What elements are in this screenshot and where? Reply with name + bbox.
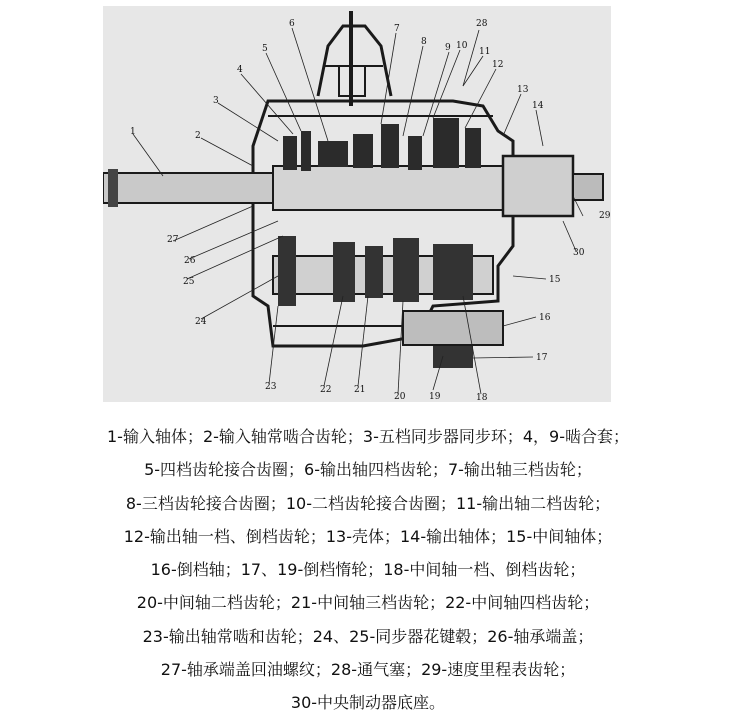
caption-line-7: 23-输出轴常啮和齿轮；24、25-同步器花键毂；26-轴承端盖； (142, 626, 594, 646)
callout-24: 24 (195, 317, 207, 327)
callout-27: 27 (167, 235, 179, 245)
callout-28: 28 (476, 19, 488, 29)
callout-20: 20 (394, 392, 406, 402)
caption-line-9: 30-中央制动器底座。 (290, 693, 446, 713)
callout-25: 25 (183, 277, 195, 287)
callout-26: 26 (184, 256, 196, 266)
callout-7: 7 (394, 24, 400, 34)
callout-8: 8 (421, 37, 427, 47)
caption-line-6: 20-中间轴二档齿轮；21-中间轴三档齿轮；22-中间轴四档齿轮； (136, 593, 600, 613)
callout-2: 2 (195, 131, 201, 141)
callout-9: 9 (445, 43, 451, 53)
gearbox-diagram (103, 6, 611, 402)
caption-line-2: 5-四档齿轮接合齿圈；6-输出轴四档齿轮；7-输出轴三档齿轮； (144, 460, 592, 480)
callout-21: 21 (354, 385, 366, 395)
reverse-idler (403, 311, 503, 368)
callout-29: 29 (599, 211, 611, 221)
callout-18: 18 (476, 393, 488, 402)
figure-caption (0, 420, 736, 720)
caption-line-4: 12-输出轴一档、倒档齿轮；13-壳体；14-输出轴体；15-中间轴体； (123, 526, 613, 546)
callout-5: 5 (262, 44, 268, 54)
callout-4: 4 (237, 65, 243, 75)
caption-line-8: 27-轴承端盖回油螺纹；28-通气塞；29-速度里程表齿轮； (160, 660, 576, 680)
caption-line-3: 8-三档齿轮接合齿圈；10-二档齿轮接合齿圈；11-输出轴二档齿轮； (125, 493, 611, 513)
callout-23: 23 (265, 382, 277, 392)
caption-line-1: 1-输入轴体；2-输入轴常啮合齿轮；3-五档同步器同步环；4，9-啮合套； (107, 427, 629, 446)
callout-12: 12 (492, 60, 504, 70)
callout-30: 30 (573, 248, 585, 258)
callout-13: 13 (517, 85, 529, 95)
callout-19: 19 (429, 392, 441, 402)
callout-11: 11 (479, 47, 491, 57)
gearbox-drawing (103, 6, 611, 402)
callout-22: 22 (320, 385, 332, 395)
callout-14: 14 (532, 101, 544, 111)
upper-gears (283, 118, 481, 171)
callout-15: 15 (549, 275, 561, 285)
callout-17: 17 (536, 353, 548, 363)
caption-line-5: 16-倒档轴；17、19-倒档惰轮；18-中间轴一档、倒档齿轮； (150, 560, 586, 580)
callout-10: 10 (456, 41, 468, 51)
countershaft (273, 236, 493, 306)
callout-6: 6 (289, 19, 295, 29)
callout-3: 3 (213, 96, 219, 106)
shift-tower (318, 11, 391, 106)
callout-1: 1 (130, 127, 136, 137)
callout-16: 16 (539, 313, 551, 323)
